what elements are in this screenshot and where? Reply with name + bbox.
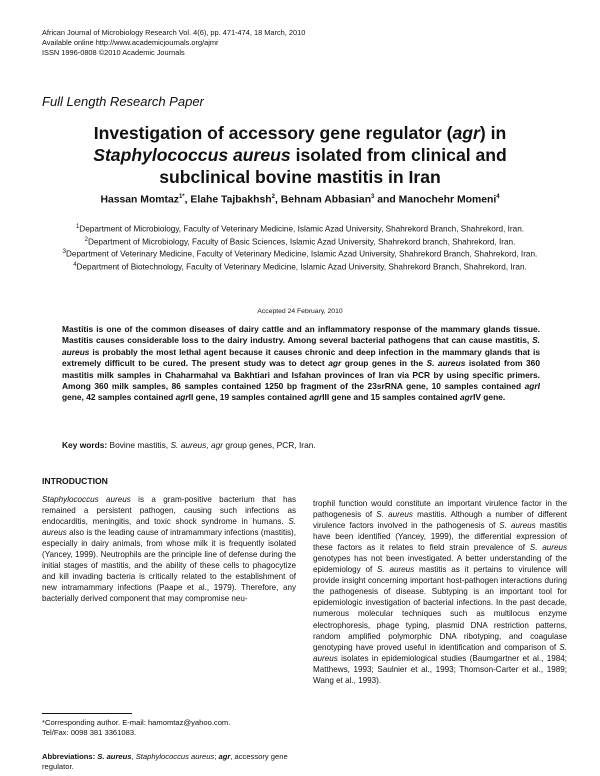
- keywords: Key words: Bovine mastitis, S. aureus, agr group genes, PCR, Iran.: [62, 440, 316, 450]
- author-name: Hassan Momtaz: [100, 194, 179, 206]
- author-list: Hassan Momtaz$^{1*}$, Elahe Tajbakhsh$^2$, Behnam Abbasian$^3$ and Manochehr Momeni$^4$: [100, 194, 500, 206]
- affiliation-item: $^3$Department of Veterinary Medicine, Faculty of Veterinary Medicine, Islamic Azad University, Shahrekord Branch, Shahrekord, Iran.: [62, 249, 538, 260]
- author-name: Behnam Abbasian: [280, 194, 372, 206]
- paper-title: Investigation of accessory gene regulator (agr) in Staphylococcus aureus isolated from clinical and subclinical bovine mastitis in Iran: [93, 123, 507, 187]
- body-column-left: Staphylococcus aureus is a gram-positive bacterium that has remained a persistent pathogen, causing such infections as endocarditis, meningitis, and toxic shock syndrome in humans. S. aureus also is the leading cause of intramammary infections (mastitis), especially in dairy animals, from whose milk it is frequently isolated (Yancey, 1999). Neutrophils are the principle line of defense during the initial stages of mastitis, and the ability of these cells to phagocytize and kill invading bacteria is critically related to the establishment of new intramammary infections (Paape et al., 1979). Therefore, any bacterially derived component that may compromise neu-: [42, 495, 296, 604]
- affiliation-item: $^2$Department of Microbiology, Faculty of Basic Sciences, Islamic Azad University, Shahrekord branch, Shahrekord, Iran.: [84, 236, 516, 247]
- accepted-date: Accepted 24 February, 2010: [257, 308, 343, 315]
- affiliations: [30, 222, 570, 273]
- affiliation-item: $^1$Department of Microbiology, Faculty of Veterinary Medicine, Islamic Azad University, Shahrekord Branch, Shahrekord, Iran.: [75, 224, 525, 234]
- author-name: Manochehr Momeni: [398, 194, 497, 206]
- footnote-divider: [42, 713, 132, 714]
- body-column-right: trophil function would constitute an important virulence factor in the pathogenesis of S. aureus mastitis. Although a number of different virulence factors involved in the pathogenesis of S. aureus mastitis have been identified (Yancey, 1999), the differential expression of these factors as it relates to field strain prevalence of S. aureus genotypes has not been investigated. A better understanding of the epidemiology of S. aureus mastitis as it pertains to virulence will provide insight concerning important host-pathogen interactions during the pathogenesis of disease. Subtyping is an important tool for epidemiologic investigation of bacterial infections. In the past decade, numerous molecular techniques such as multilocus enzyme electrophoresis, phage typing, plasmid DNA restriction patterns, random amplified polymorphic DNA ribotyping, and coagulase genotyping have proved useful in identification and comparison of S. aureus isolates in epidemiological studies (Baumgartner et al., 1984; Matthews, 1993; Saulnier et al., 1993; Thomson-Carter et al., 1989; Wang et al., 1993).: [313, 499, 567, 685]
- author-name: Elahe Tajbakhsh: [190, 194, 272, 206]
- journal-online-url: Available online http://www.academicjournals.org/ajmr: [42, 38, 219, 47]
- journal-citation: African Journal of Microbiology Research Vol. 4(6), pp. 471-474, 18 March, 2010: [42, 28, 306, 37]
- corresponding-author-footnote: *Corresponding author. E-mail: hamomtaz@yahoo.com. Tel/Fax: 0098 381 3361083.: [42, 718, 231, 737]
- journal-issn: ISSN 1996-0808 ©2010 Academic Journals: [42, 48, 185, 57]
- journal-header: [42, 28, 305, 58]
- abbreviations: Abbreviations: S. aureus, Staphylococcus aureus; agr, accessory gene regulator.: [42, 752, 288, 771]
- section-heading-introduction: INTRODUCTION: [42, 476, 108, 486]
- affiliation-item: $^4$Department of Biotechnology, Faculty of Veterinary Medicine, Islamic Azad University, Shahrekord Branch, Shahrekord, Iran.: [73, 262, 527, 272]
- abstract: Mastitis is one of the common diseases of dairy cattle and an inflammatory response of the mammary glands tissue. Mastitis causes considerable loss to the dairy industry. Among several bacterial pathogens that can cause mastitis, S. aureus is probably the most lethal agent because it causes chronic and deep infection in the mammary glands that is extremely difficult to be cured. The present study was to detect agr group genes in the S. aureus isolated from 360 mastitis milk samples in Chaharmahal va Bakhtiari and Isfahan provinces of Iran via PCR by using specific primers. Among 360 milk samples, 86 samples contained 1250 bp fragment of the 23srRNA gene, 10 samples contained agrI gene, 42 samples contained agrII gene, 19 samples contained agrIII gene and 15 samples contained agrIV gene.: [62, 324, 540, 403]
- paper-type: Full Length Research Paper: [42, 94, 204, 109]
